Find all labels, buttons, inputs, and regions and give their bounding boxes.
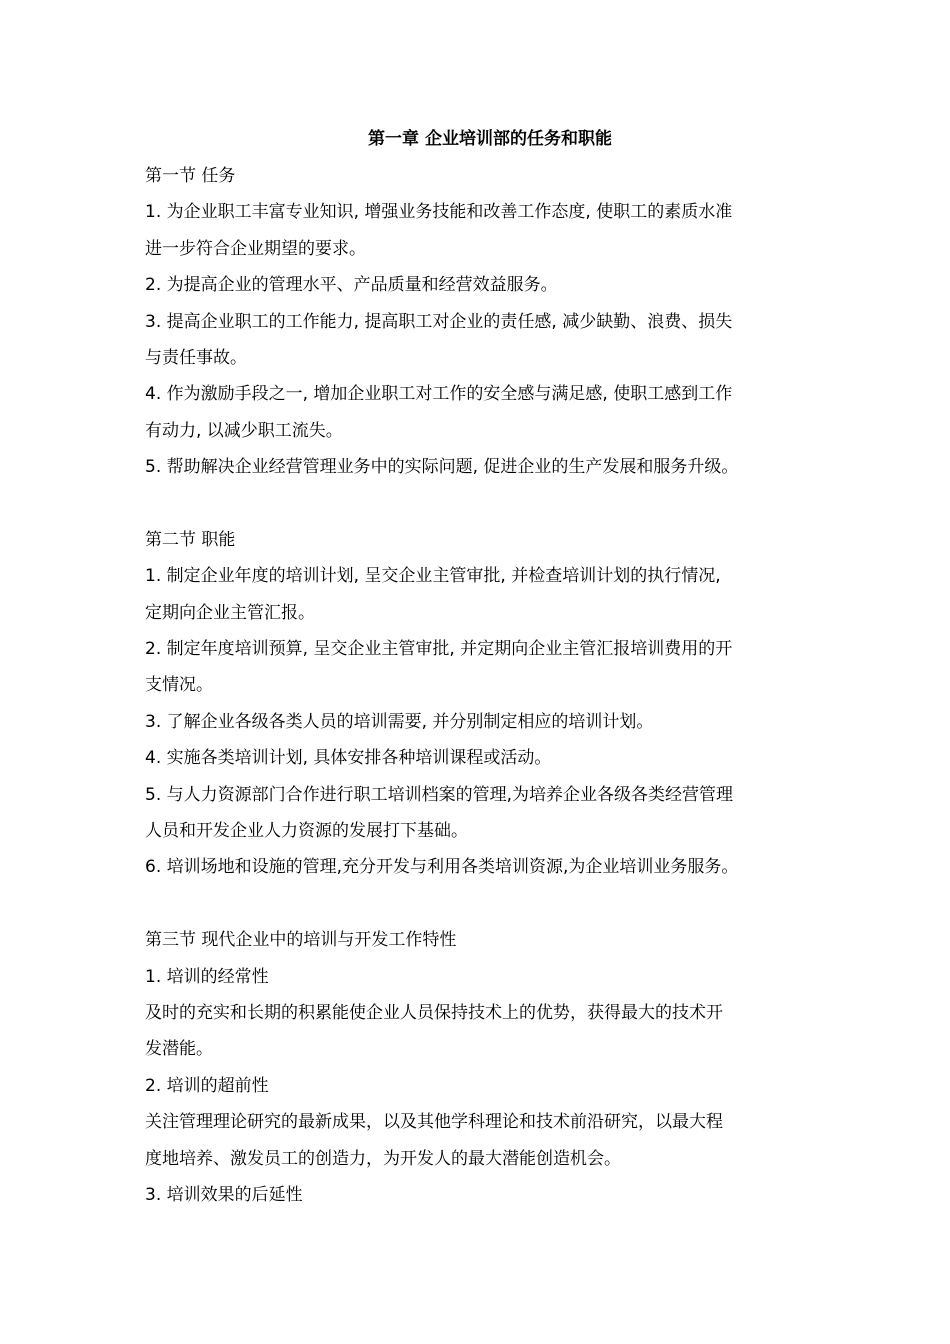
section-functions [145, 522, 825, 886]
paragraph-line: 有动力, 以减少职工流失。 [145, 420, 343, 441]
paragraph-line: 5. 帮助解决企业经营管理业务中的实际问题, 促进企业的生产发展和服务升级。 [145, 457, 739, 478]
paragraph-line: 与责任事故。 [145, 347, 247, 368]
document-body [145, 124, 825, 1213]
paragraph-line: 4. 实施各类培训计划, 具体安排各种培训课程或活动。 [145, 748, 552, 769]
paragraph-line: 支情况。 [145, 675, 213, 696]
section-characteristics [145, 922, 825, 1213]
paragraph-line: 度地培养、激发员工的创造力，为开发人的最大潜能创造机会。 [145, 1148, 621, 1169]
section-heading: 第二节 职能 [145, 529, 236, 550]
paragraph-line: 进一步符合企业期望的要求。 [145, 238, 366, 259]
paragraph-line: 2. 培训的超前性 [145, 1075, 269, 1096]
chapter-title: 第一章 企业培训部的任务和职能 [368, 129, 612, 149]
paragraph-line: 5. 与人力资源部门合作进行职工培训档案的管理,为培养企业各级各类经营管理 [145, 784, 734, 805]
blank-line [145, 486, 825, 522]
blank-line [145, 886, 825, 922]
paragraph-line: 3. 培训效果的后延性 [145, 1184, 303, 1205]
paragraph-line: 3. 了解企业各级各类人员的培训需要, 并分别制定相应的培训计划。 [145, 711, 654, 732]
section-tasks [145, 158, 825, 486]
section-heading: 第三节 现代企业中的培训与开发工作特性 [145, 930, 457, 951]
paragraph-line: 2. 为提高企业的管理水平、产品质量和经营效益服务。 [145, 275, 558, 296]
section-heading: 第一节 任务 [145, 166, 236, 186]
paragraph-line: 人员和开发企业人力资源的发展打下基础。 [145, 821, 468, 842]
paragraph-line: 及时的充实和长期的积累能使企业人员保持技术上的优势，获得最大的技术开 [145, 1002, 723, 1023]
paragraph-line: 发潜能。 [145, 1039, 213, 1060]
paragraph-line: 定期向企业主管汇报。 [145, 602, 315, 623]
paragraph-line: 2. 制定年度培训预算, 呈交企业主管审批, 并定期向企业主管汇报培训费用的开 [145, 639, 733, 660]
paragraph-line: 3. 提高企业职工的工作能力, 提高职工对企业的责任感, 减少缺勤、浪费、损失 [145, 311, 733, 332]
paragraph-line: 1. 培训的经常性 [145, 966, 269, 987]
paragraph-line: 1. 为企业职工丰富专业知识, 增强业务技能和改善工作态度, 使职工的素质水准 [145, 202, 733, 223]
paragraph-line: 6. 培训场地和设施的管理,充分开发与利用各类培训资源,为企业培训业务服务。 [145, 857, 739, 878]
paragraph-line: 1. 制定企业年度的培训计划, 呈交企业主管审批, 并检查培训计划的执行情况, [145, 566, 721, 587]
paragraph-line: 关注管理理论研究的最新成果，以及其他学科理论和技术前沿研究，以最大程 [145, 1112, 723, 1133]
paragraph-line: 4. 作为激励手段之一, 增加企业职工对工作的安全感与满足感, 使职工感到工作 [145, 384, 733, 405]
